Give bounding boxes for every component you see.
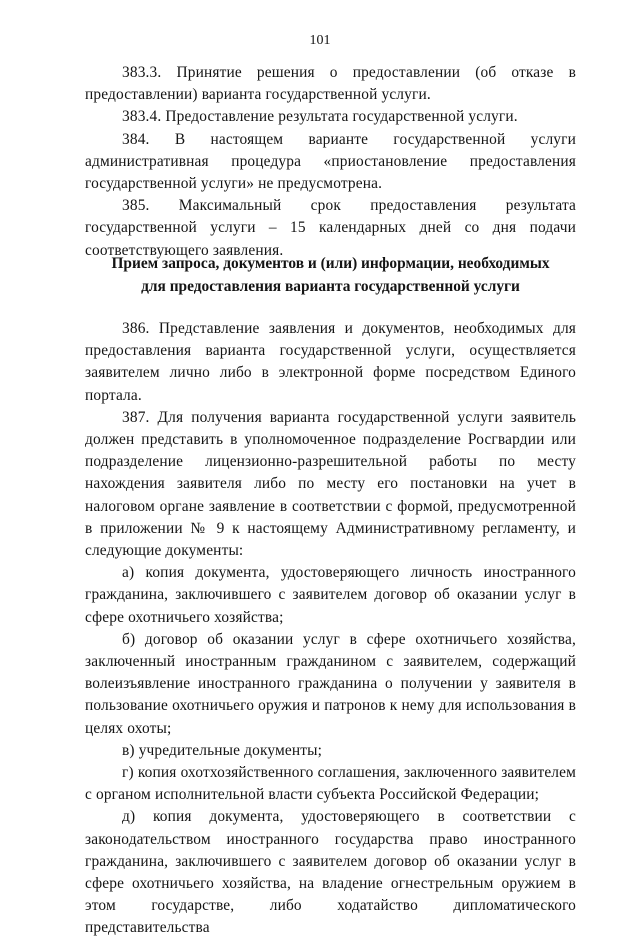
paragraph-383-4: 383.4. Предоставление результата государственной услуги. bbox=[122, 108, 518, 126]
list-item-b: б) договор об оказании услуг в сфере охотничьего хозяйства, заключенный иностранным гражданином с заявителем, содержащий волеизъявление иностранного гражданина о получении у заявителя в пользование охотничьего оружия и патронов к нему для использования в целях охоты; bbox=[85, 630, 576, 737]
paragraph-383-3: 383.3. Принятие решения о предоставлении (об отказе в предоставлении) варианта государственной услуги. bbox=[85, 64, 576, 104]
list-item-a: а) копия документа, удостоверяющего личность иностранного гражданина, заключившего с заявителем договор об оказании услуг в сфере охотничьего хозяйства; bbox=[85, 564, 576, 626]
paragraph-384: 384. В настоящем варианте государственной услуги административная процедура «приостановление предоставления государственной услуги» не предусмотрена. bbox=[85, 130, 576, 193]
list-item-d: д) копия документа, удостоверяющего в соответствии с законодательством иностранного государства право иностранного гражданина, заключившего с заявителем договор об оказании услуг в сфере охотничьего хозяйства, на владение огнестрельным оружием в этом государстве, либо ходатайство дипломатического представительства bbox=[85, 808, 576, 937]
section-heading bbox=[85, 252, 576, 298]
paragraph-385: 385. Максимальный срок предоставления результата государственной услуги – 15 календарных дней со дня подачи соответствующего заявления. bbox=[85, 197, 576, 259]
section-heading-line-1: Прием запроса, документов и (или) информации, необходимых bbox=[111, 255, 550, 272]
list-item-v: в) учредительные документы; bbox=[122, 741, 323, 759]
list-item-g: г) копия охотхозяйственного соглашения, заключенного заявителем с органом исполнительной власти субъекта Российской Федерации; bbox=[85, 764, 576, 804]
text-block-procedures bbox=[85, 62, 576, 262]
page-number: 101 bbox=[309, 33, 331, 48]
section-heading-line-2: для предоставления варианта государственной услуги bbox=[141, 278, 520, 295]
text-block-documents bbox=[85, 318, 576, 940]
paragraph-386: 386. Представление заявления и документов, необходимых для предоставления варианта государственной услуги, осуществляется заявителем лично либо в электронной форме посредством Единого портала. bbox=[85, 320, 576, 404]
paragraph-387: 387. Для получения варианта государственной услуги заявитель должен представить в уполномоченное подразделение Росгвардии или подразделение лицензионно-разрешительной работы по месту нахождения заявителя либо по месту его постановки на учет в налоговом органе заявление в соответствии с формой, предусмотренной в приложении № 9 к настоящему Административному регламенту, и следующие документы: bbox=[85, 408, 576, 560]
